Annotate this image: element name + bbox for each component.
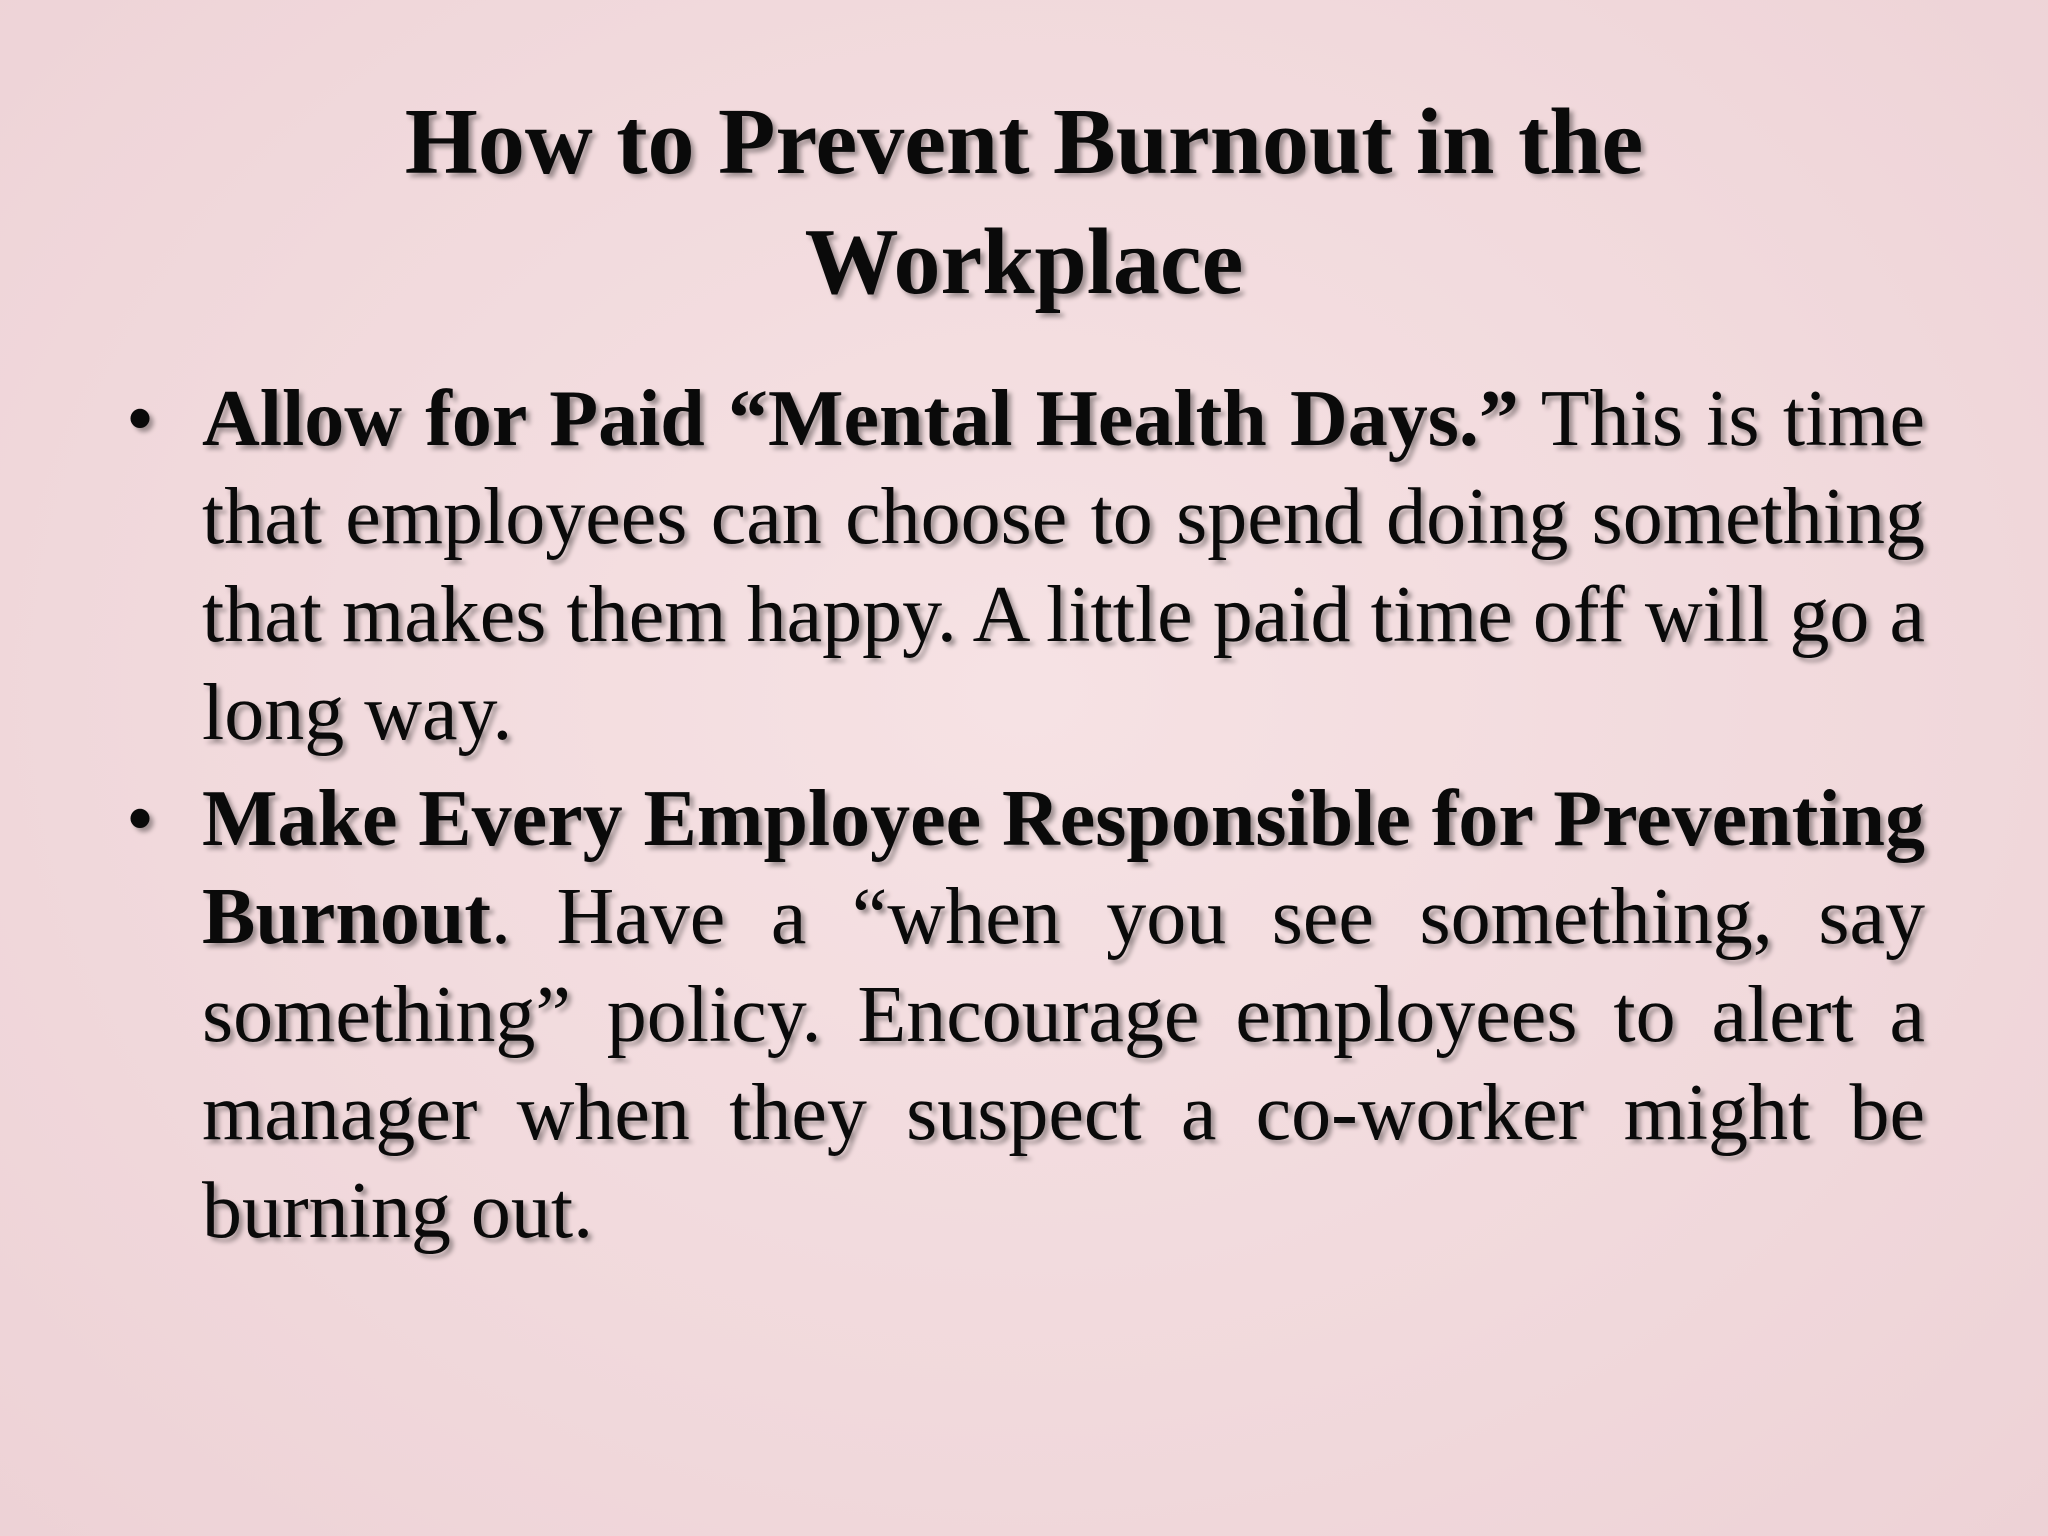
bullet-body: This is time that employees can choose to spend doing something that makes them happy. A little paid time off will go a long way. — [202, 375, 1925, 757]
bullet-heading-suffix: . — [490, 873, 511, 961]
bullet-marker: • — [126, 775, 155, 863]
bullet-heading: Make Every Employee Responsible for Preventing Burnout — [202, 775, 1925, 961]
bullet-heading: Allow for Paid “Mental Health Days.” — [202, 375, 1519, 463]
bullet-item-mental-health-days — [120, 370, 1925, 762]
bullet-body: Have a “when you see something, say something” policy. Encourage employees to alert a manager when they suspect a co-worker might be burning out. — [202, 873, 1925, 1255]
bullet-marker: • — [126, 375, 155, 463]
bullet-item-prevent-burnout — [120, 770, 1925, 1260]
bullet-list — [120, 370, 1925, 1268]
slide-title: How to Prevent Burnout in the Workplace — [404, 90, 1644, 314]
